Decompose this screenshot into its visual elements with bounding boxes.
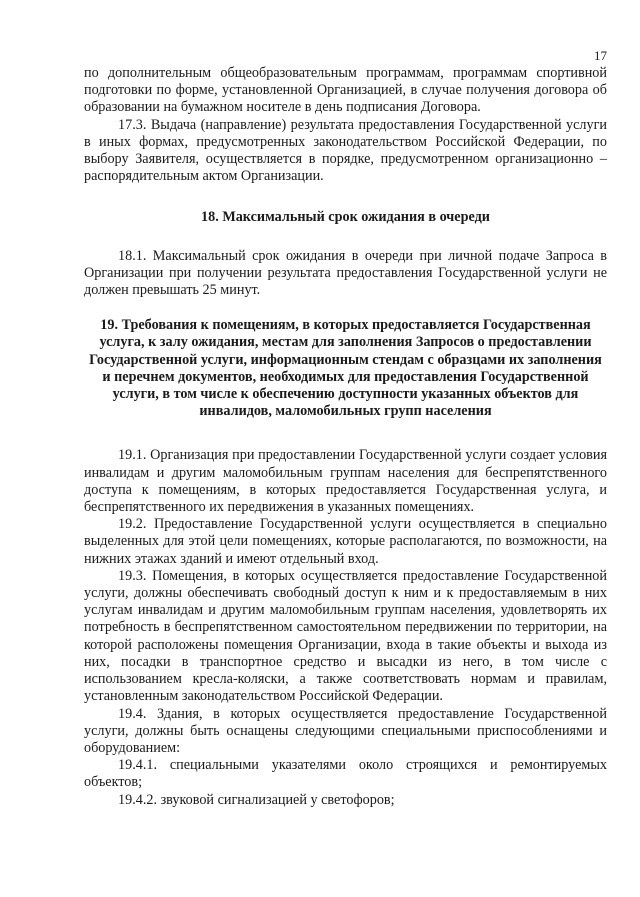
paragraph-19-3: 19.3. Помещения, в которых осуществляется предоставление Государственной услуги, должны обеспечивать свободный доступ к ним и к предоставляемым в них услугам инвалидам и другим маломобильным группам населения, удовлетворять их потребность в беспрепятственном самостоятельном передвижении по территории, на которой расположены помещения Организации, входа в такие объекты и выхода из них, посадки в транспортное средство и высадки из него, в том числе с использованием кресла-коляски, а также соответствовать нормам и правилам, установленным законодательством Российской Федерации. — [84, 567, 607, 705]
paragraph-19-4: 19.4. Здания, в которых осуществляется предоставление Государственной услуги, должны быть оснащены следующими специальными приспособлениями и оборудованием: — [84, 705, 607, 756]
paragraph-19-4-2: 19.4.2. звуковой сигнализацией у светофоров; — [118, 791, 395, 808]
section-heading-18: 18. Максимальный срок ожидания в очереди — [201, 209, 490, 226]
page-number: 17 — [594, 48, 607, 63]
section-heading-19: 19. Требования к помещениям, в которых предоставляется Государственная услуга, к залу ожидания, местам для заполнения Запросов о предоставлении Государственной услуги, информационным стендам с образцами их заполнения и перечнем документов, необходимых для предоставления Государственной услуги, в том числе к обеспечению доступности указанных объектов для инвалидов, маломобильных групп населения — [89, 317, 602, 420]
paragraph-19-1: 19.1. Организация при предоставлении Государственной услуги создает условия инвалидам и другим маломобильным группам населения для беспрепятственного доступа к помещениям, в которых предоставляется Государственная услуга, и беспрепятственного их передвижения в указанных помещениях. — [84, 447, 607, 516]
paragraph-18-1: 18.1. Максимальный срок ожидания в очереди при личной подаче Запроса в Организации при получении результата предоставления Государственной услуги не должен превышать 25 минут. — [84, 247, 607, 299]
paragraph-19-2: 19.2. Предоставление Государственной услуги осуществляется в специально выделенных для этой цели помещениях, которые располагаются, по возможности, на нижних этажах зданий и имеют отдельный вход. — [84, 516, 607, 567]
document-page — [84, 46, 607, 809]
paragraph-19-4-1: 19.4.1. специальными указателями около строящихся и ремонтируемых объектов; — [84, 757, 607, 791]
paragraph-17-3: 17.3. Выдача (направление) результата предоставления Государственной услуги в иных формах, предусмотренных законодательством Российской Федерации, по выбору Заявителя, осуществляется в порядке, предусмотренном организационно – распорядительным актом Организации. — [84, 116, 607, 185]
paragraph-continuation: по дополнительным общеобразовательным программам, программам спортивной подготовки по форме, установленной Организацией, в случае получения договора об образовании на бумажном носителе в день подписания Договора. — [84, 65, 607, 116]
